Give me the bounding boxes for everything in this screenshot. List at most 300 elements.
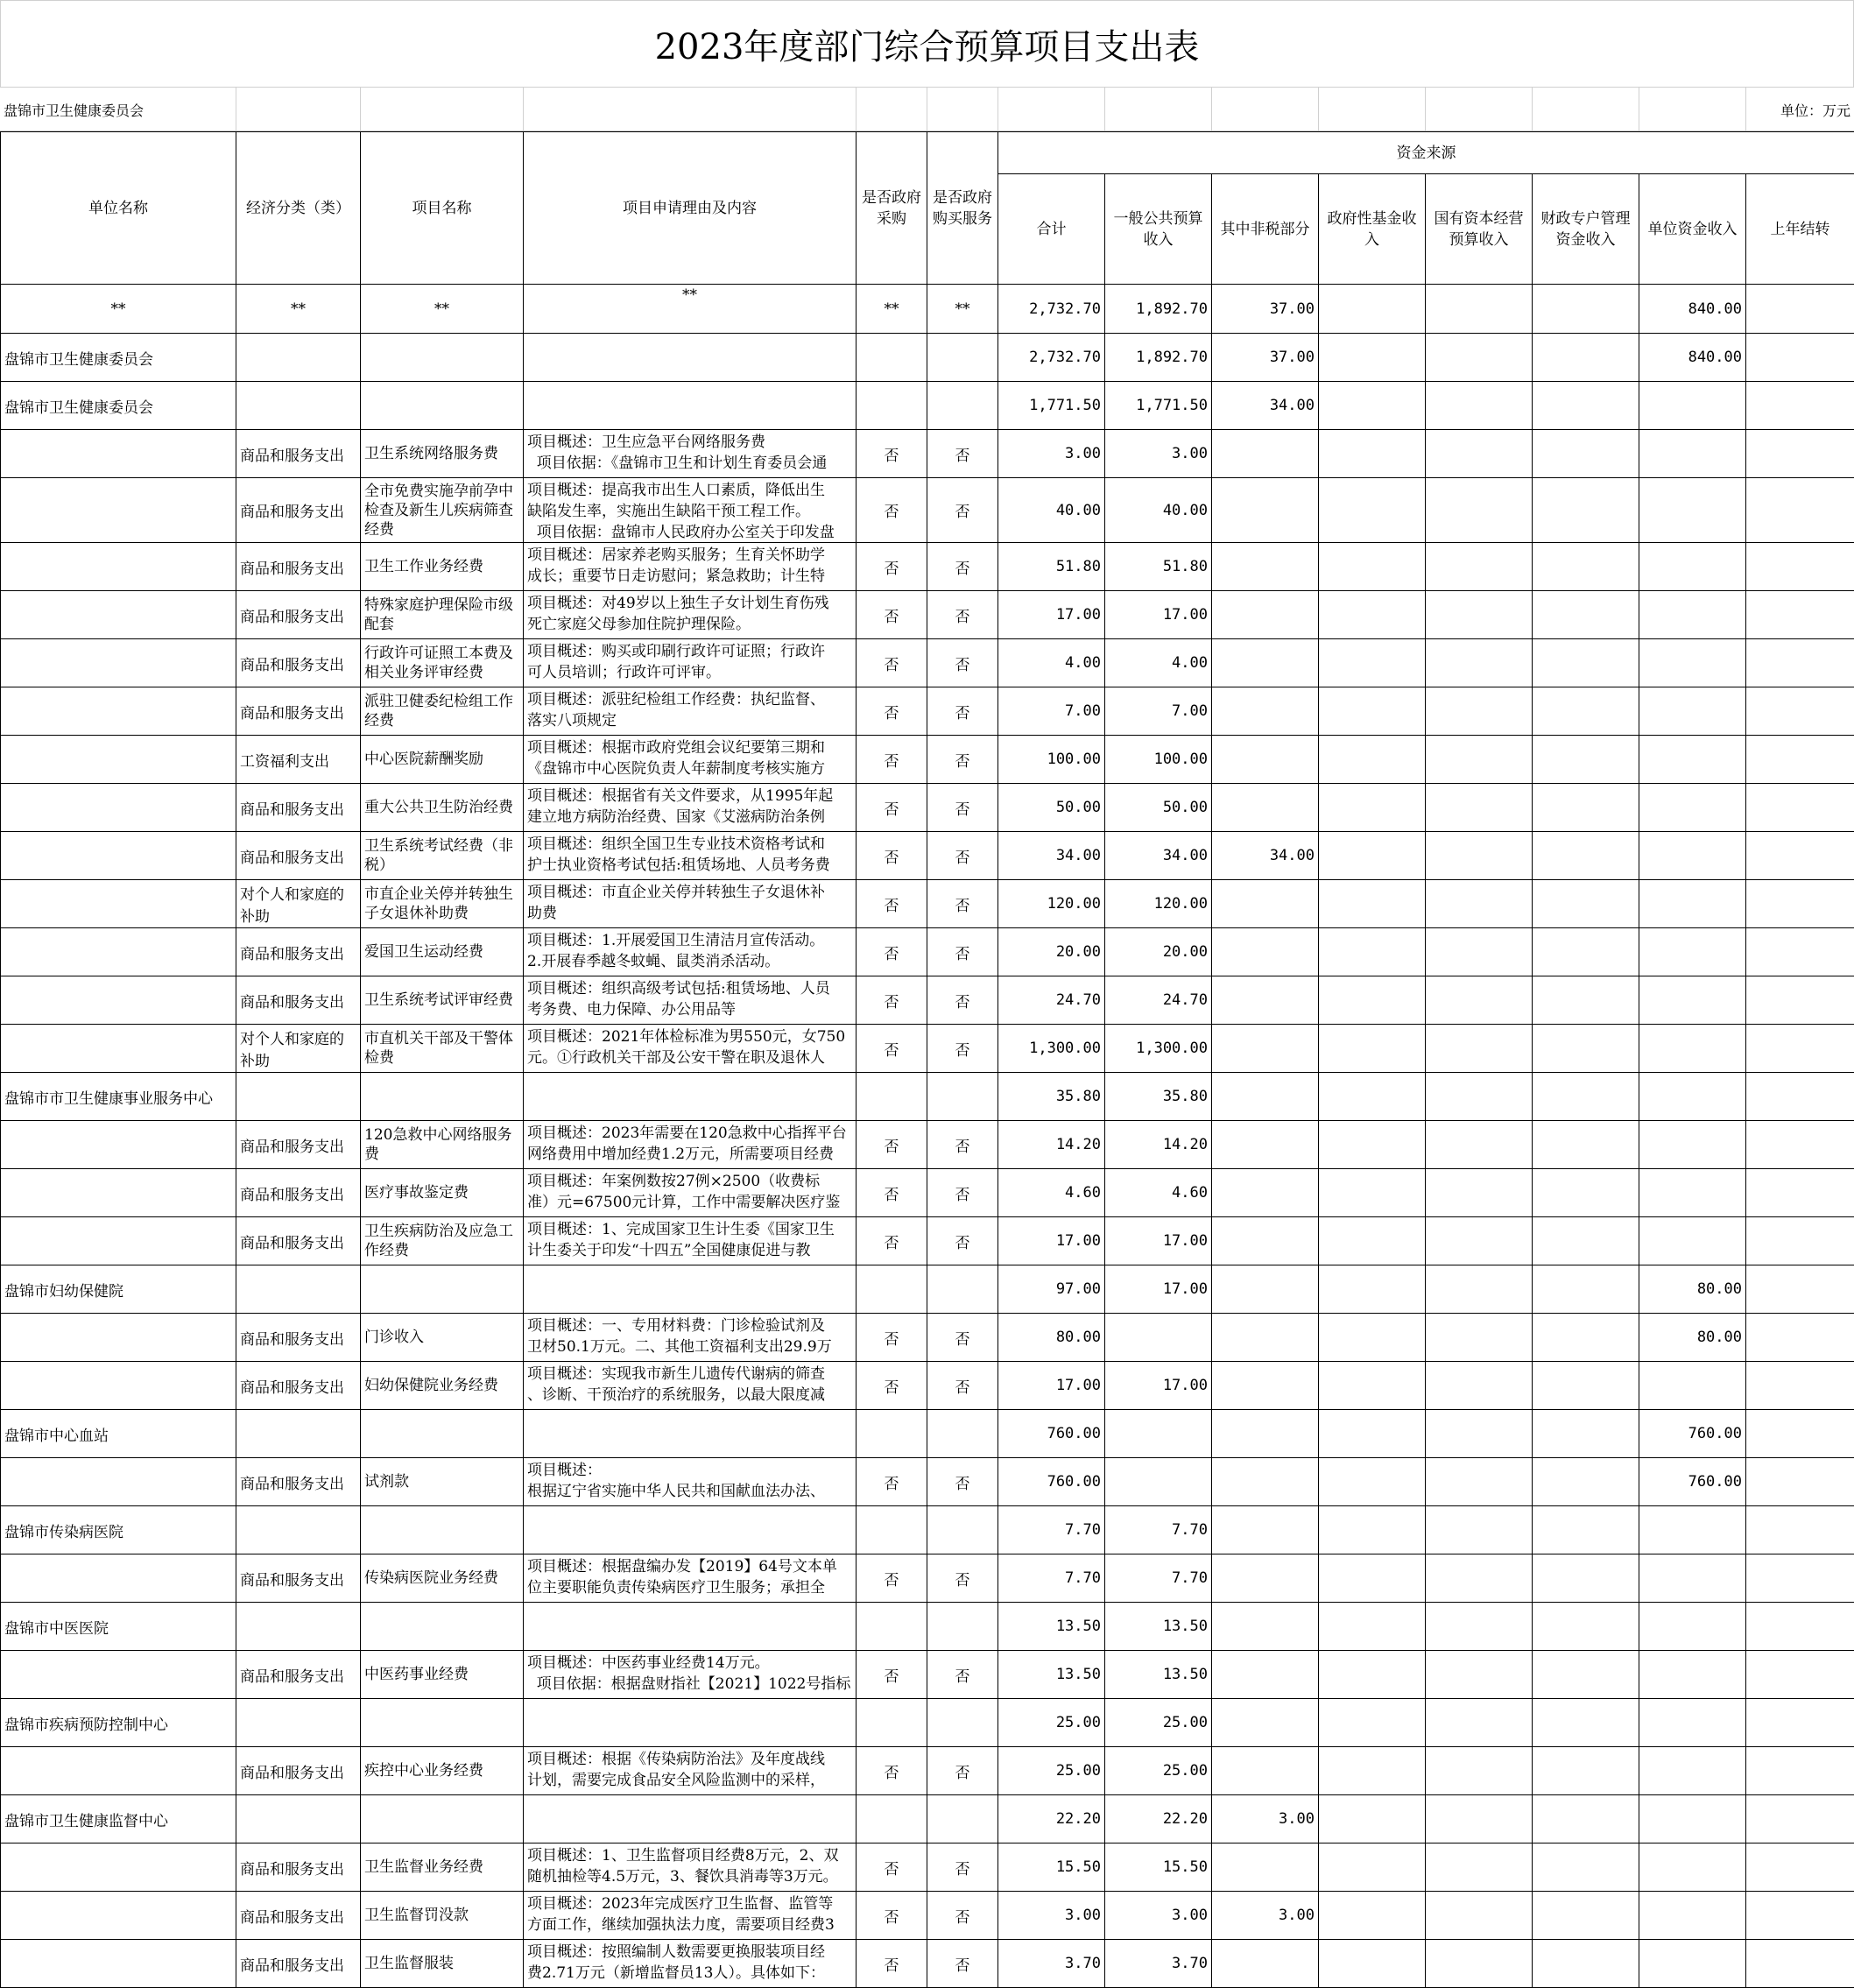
cell-unitinc: [1639, 1121, 1746, 1169]
desc-line: 项目概述：根据省有关文件要求，从1995年起: [527, 786, 852, 807]
cell-govfund: [1319, 1217, 1426, 1265]
cell-govfund: [1319, 1265, 1426, 1314]
table-row: [1, 1458, 1854, 1506]
cell-gov-procure: [857, 1410, 927, 1458]
cell-gov-procure: 否: [857, 1314, 927, 1362]
cell-gov-service: 否: [927, 430, 998, 478]
cell-govfund: [1319, 1940, 1426, 1988]
cell-nontax: 37.00: [1212, 285, 1319, 334]
table-row: [1, 591, 1854, 639]
cell-gov-procure: 否: [857, 687, 927, 736]
desc-line: 项目概述：年案例数按27例×2500（收费标: [527, 1171, 852, 1192]
header-gov-fund: 政府性基金收入: [1319, 174, 1426, 285]
cell-unit: 盘锦市卫生健康监督中心: [1, 1795, 236, 1843]
cell-desc: [524, 832, 857, 880]
cell-unitinc: 80.00: [1639, 1314, 1746, 1362]
header-project-desc: 项目申请理由及内容: [524, 132, 857, 285]
cell-project-name: 派驻卫健委纪检组工作经费: [361, 687, 524, 736]
cell-carry: [1746, 687, 1854, 736]
cell-econ: 商品和服务支出: [236, 976, 361, 1025]
desc-box: [527, 545, 852, 589]
cell-econ: 商品和服务支出: [236, 687, 361, 736]
cell-project-name: 卫生系统网络服务费: [361, 430, 524, 478]
cell-gov-service: 否: [927, 1121, 998, 1169]
cell-unit: [1, 832, 236, 880]
desc-line: 护士执业资格考试包括:租赁场地、人员考务费: [527, 855, 852, 876]
cell-carry: [1746, 334, 1854, 382]
summary-row: [1, 285, 1854, 334]
table-row: [1, 1747, 1854, 1795]
cell-carry: [1746, 543, 1854, 591]
cell-unitinc: [1639, 687, 1746, 736]
cell-statecap: [1426, 1217, 1533, 1265]
cell-desc: [524, 478, 857, 543]
desc-line: 准）元=67500元计算，工作中需要解决医疗鉴: [527, 1192, 852, 1213]
cell-total: 760.00: [998, 1410, 1105, 1458]
cell-unit: [1, 591, 236, 639]
cell-gov-service: [927, 382, 998, 430]
cell-fiscal: [1533, 928, 1639, 976]
cell-nontax: [1212, 784, 1319, 832]
cell-carry: [1746, 1651, 1854, 1699]
cell-total: 100.00: [998, 736, 1105, 784]
cell-general: 51.80: [1105, 543, 1212, 591]
desc-line: 项目概述：市直企业关停并转独生子女退休补: [527, 882, 852, 903]
cell-carry: [1746, 1747, 1854, 1795]
cell-total: 120.00: [998, 880, 1105, 928]
cell-nontax: [1212, 1217, 1319, 1265]
cell-statecap: [1426, 687, 1533, 736]
cell-general: 15.50: [1105, 1843, 1212, 1892]
cell-nontax: [1212, 1506, 1319, 1554]
cell-general: 17.00: [1105, 1217, 1212, 1265]
cell-unitinc: [1639, 1651, 1746, 1699]
cell-nontax: 3.00: [1212, 1892, 1319, 1940]
desc-line: 2.开展春季越冬蚊蝇、鼠类消杀活动。: [527, 951, 852, 972]
cell-nontax: [1212, 1843, 1319, 1892]
org-row: [1, 1603, 1854, 1651]
cell-econ: [236, 1795, 361, 1843]
cell-desc: [524, 639, 857, 687]
cell-gov-procure: 否: [857, 543, 927, 591]
cell-unit: [1, 880, 236, 928]
cell-gov-procure: 否: [857, 784, 927, 832]
desc-box: [527, 689, 852, 734]
cell-desc: [524, 1314, 857, 1362]
cell-statecap: [1426, 976, 1533, 1025]
cell-gov-service: 否: [927, 591, 998, 639]
cell-gov-service: [927, 334, 998, 382]
cell-gov-service: 否: [927, 1843, 998, 1892]
cell-gov-procure: 否: [857, 478, 927, 543]
cell-gov-service: 否: [927, 1940, 998, 1988]
cell-gov-procure: **: [857, 285, 927, 334]
cell-general: 34.00: [1105, 832, 1212, 880]
cell-nontax: [1212, 880, 1319, 928]
cell-project-name: 行政许可证照工本费及相关业务评审经费: [361, 639, 524, 687]
cell-project-name: 卫生系统考试评审经费: [361, 976, 524, 1025]
cell-general: 25.00: [1105, 1699, 1212, 1747]
cell-fiscal: [1533, 1747, 1639, 1795]
cell-carry: [1746, 1554, 1854, 1603]
cell-statecap: [1426, 1699, 1533, 1747]
cell-carry: [1746, 1025, 1854, 1073]
desc-line: 方面工作，继续加强执法力度，需要项目经费3: [527, 1914, 852, 1935]
cell-unit: [1, 1025, 236, 1073]
cell-nontax: [1212, 478, 1319, 543]
cell-unit: [1, 1554, 236, 1603]
cell-unit: [1, 1169, 236, 1217]
cell-desc: [524, 1217, 857, 1265]
cell-nontax: 3.00: [1212, 1795, 1319, 1843]
desc-line: 项目概述：根据《传染病防治法》及年度战线: [527, 1749, 852, 1770]
cell-statecap: [1426, 1169, 1533, 1217]
desc-line: 项目概述：1、完成国家卫生计生委《国家卫生: [527, 1219, 852, 1240]
cell-statecap: [1426, 430, 1533, 478]
cell-general: 13.50: [1105, 1603, 1212, 1651]
cell-unit: [1, 1843, 236, 1892]
cell-desc: [524, 1025, 857, 1073]
cell-desc: [524, 1940, 857, 1988]
cell-total: 17.00: [998, 1362, 1105, 1410]
org-name: 盘锦市卫生健康委员会: [4, 100, 144, 120]
desc-line: 项目概述：一、专用材料费：门诊检验试剂及: [527, 1315, 852, 1336]
cell-general: 1,300.00: [1105, 1025, 1212, 1073]
cell-govfund: [1319, 430, 1426, 478]
header-project-name: 项目名称: [361, 132, 524, 285]
desc-line: 项目概述：组织全国卫生专业技术资格考试和: [527, 834, 852, 855]
cell-fiscal: [1533, 1940, 1639, 1988]
cell-total: 80.00: [998, 1314, 1105, 1362]
cell-unit: [1, 430, 236, 478]
cell-econ: [236, 1265, 361, 1314]
table-row: [1, 832, 1854, 880]
cell-nontax: 34.00: [1212, 832, 1319, 880]
desc-box: [527, 286, 852, 332]
cell-carry: [1746, 1892, 1854, 1940]
cell-fiscal: [1533, 382, 1639, 430]
cell-desc: [524, 976, 857, 1025]
cell-econ: 商品和服务支出: [236, 784, 361, 832]
cell-nontax: [1212, 543, 1319, 591]
cell-nontax: [1212, 1747, 1319, 1795]
cell-desc: [524, 1554, 857, 1603]
cell-fiscal: [1533, 1843, 1639, 1892]
cell-unit: [1, 928, 236, 976]
cell-nontax: [1212, 591, 1319, 639]
table-row: [1, 1362, 1854, 1410]
cell-desc: [524, 928, 857, 976]
desc-line: 项目概述：实现我市新生儿遗传代谢病的筛查: [527, 1364, 852, 1385]
desc-line: 元。①行政机关干部及公安干警在职及退休人: [527, 1047, 852, 1068]
desc-line: 《盘锦市中心医院负责人年薪制度考核实施方: [527, 758, 852, 779]
cell-total: 35.80: [998, 1073, 1105, 1121]
cell-unit: [1, 1217, 236, 1265]
desc-line: 死亡家庭父母参加住院护理保险。: [527, 614, 852, 635]
desc-line: 项目概述：中医药事业经费14万元。: [527, 1653, 852, 1674]
cell-general: 3.70: [1105, 1940, 1212, 1988]
cell-fiscal: [1533, 1362, 1639, 1410]
cell-gov-service: 否: [927, 880, 998, 928]
cell-fiscal: [1533, 1265, 1639, 1314]
cell-project-name: 传染病医院业务经费: [361, 1554, 524, 1603]
cell-unit: [1, 639, 236, 687]
cell-total: 7.70: [998, 1554, 1105, 1603]
cell-fiscal: [1533, 736, 1639, 784]
desc-box: [527, 1556, 852, 1601]
cell-desc: [524, 430, 857, 478]
desc-box: [527, 1749, 852, 1794]
cell-statecap: [1426, 285, 1533, 334]
cell-gov-procure: [857, 1506, 927, 1554]
cell-gov-procure: 否: [857, 639, 927, 687]
cell-unitinc: [1639, 1217, 1746, 1265]
cell-fiscal: [1533, 880, 1639, 928]
cell-govfund: [1319, 687, 1426, 736]
cell-total: 17.00: [998, 1217, 1105, 1265]
cell-general: 1,771.50: [1105, 382, 1212, 430]
cell-gov-procure: 否: [857, 1121, 927, 1169]
cell-nontax: [1212, 736, 1319, 784]
cell-unit: [1, 543, 236, 591]
cell-unit: [1, 1314, 236, 1362]
desc-line: **: [527, 286, 852, 304]
cell-general: 7.70: [1105, 1506, 1212, 1554]
cell-carry: [1746, 1265, 1854, 1314]
table-row: [1, 880, 1854, 928]
cell-gov-service: 否: [927, 1362, 998, 1410]
cell-fiscal: [1533, 1314, 1639, 1362]
cell-total: 25.00: [998, 1699, 1105, 1747]
cell-unitinc: [1639, 591, 1746, 639]
cell-unitinc: [1639, 639, 1746, 687]
cell-nontax: [1212, 1169, 1319, 1217]
cell-total: 22.20: [998, 1795, 1105, 1843]
cell-general: 17.00: [1105, 591, 1212, 639]
cell-nontax: 37.00: [1212, 334, 1319, 382]
cell-gov-procure: [857, 1073, 927, 1121]
cell-carry: [1746, 1410, 1854, 1458]
cell-nontax: [1212, 1362, 1319, 1410]
cell-nontax: [1212, 1603, 1319, 1651]
cell-unitinc: [1639, 543, 1746, 591]
desc-box: [527, 930, 852, 975]
cell-general: 24.70: [1105, 976, 1212, 1025]
cell-total: 3.70: [998, 1940, 1105, 1988]
cell-unit: [1, 1747, 236, 1795]
cell-gov-service: [927, 1699, 998, 1747]
cell-nontax: [1212, 928, 1319, 976]
cell-total: 15.50: [998, 1843, 1105, 1892]
cell-total: 13.50: [998, 1651, 1105, 1699]
cell-gov-service: 否: [927, 1169, 998, 1217]
cell-general: 7.00: [1105, 687, 1212, 736]
desc-box: [527, 1171, 852, 1216]
cell-project-name: 试剂款: [361, 1458, 524, 1506]
desc-line: 卫材50.1万元。二、其他工资福利支出29.9万: [527, 1336, 852, 1357]
cell-project-name: 市直机关干部及干警体检费: [361, 1025, 524, 1073]
cell-general: 35.80: [1105, 1073, 1212, 1121]
cell-fiscal: [1533, 285, 1639, 334]
cell-project-name: 卫生监督服装: [361, 1940, 524, 1988]
cell-desc: [524, 1458, 857, 1506]
cell-govfund: [1319, 1506, 1426, 1554]
cell-desc: [524, 1362, 857, 1410]
cell-total: 97.00: [998, 1265, 1105, 1314]
header-fund-source: 资金来源: [998, 132, 1854, 174]
cell-unit: 盘锦市市卫生健康事业服务中心: [1, 1073, 236, 1121]
cell-govfund: [1319, 928, 1426, 976]
desc-line: 考务费、电力保障、办公用品等: [527, 999, 852, 1020]
desc-line: 项目概述：购买或印刷行政许可证照；行政许: [527, 641, 852, 662]
cell-unit: **: [1, 285, 236, 334]
cell-nontax: [1212, 976, 1319, 1025]
cell-unitinc: [1639, 1506, 1746, 1554]
cell-desc: [524, 1265, 857, 1314]
cell-carry: [1746, 784, 1854, 832]
meta-bar: [0, 88, 1854, 131]
cell-general: 14.20: [1105, 1121, 1212, 1169]
cell-unit: 盘锦市传染病医院: [1, 1506, 236, 1554]
cell-carry: [1746, 1073, 1854, 1121]
cell-total: 51.80: [998, 543, 1105, 591]
cell-total: 2,732.70: [998, 285, 1105, 334]
cell-statecap: [1426, 1458, 1533, 1506]
cell-carry: [1746, 1699, 1854, 1747]
cell-unitinc: 760.00: [1639, 1410, 1746, 1458]
cell-project-name: [361, 1795, 524, 1843]
cell-desc: [524, 334, 857, 382]
cell-statecap: [1426, 1265, 1533, 1314]
cell-gov-service: 否: [927, 784, 998, 832]
cell-fiscal: [1533, 1603, 1639, 1651]
cell-gov-procure: [857, 1795, 927, 1843]
cell-unitinc: [1639, 880, 1746, 928]
cell-econ: 商品和服务支出: [236, 1651, 361, 1699]
cell-statecap: [1426, 1747, 1533, 1795]
cell-general: 100.00: [1105, 736, 1212, 784]
cell-desc: [524, 1699, 857, 1747]
desc-line: 项目概述：卫生应急平台网络服务费: [527, 432, 852, 453]
cell-fiscal: [1533, 976, 1639, 1025]
cell-general: 1,892.70: [1105, 285, 1212, 334]
cell-statecap: [1426, 1362, 1533, 1410]
desc-line: 费2.71万元（新增监督员13人）。具体如下：: [527, 1963, 852, 1984]
cell-gov-service: 否: [927, 639, 998, 687]
header-unit-name: 单位名称: [1, 132, 236, 285]
cell-unit: 盘锦市妇幼保健院: [1, 1265, 236, 1314]
cell-gov-procure: 否: [857, 1217, 927, 1265]
table-row: [1, 478, 1854, 543]
cell-econ: 商品和服务支出: [236, 1169, 361, 1217]
cell-econ: 工资福利支出: [236, 736, 361, 784]
cell-gov-procure: 否: [857, 1458, 927, 1506]
cell-general: 50.00: [1105, 784, 1212, 832]
cell-unit: [1, 478, 236, 543]
desc-box: [527, 1653, 852, 1697]
cell-gov-procure: 否: [857, 736, 927, 784]
cell-gov-service: [927, 1795, 998, 1843]
cell-unitinc: 760.00: [1639, 1458, 1746, 1506]
cell-nontax: [1212, 1073, 1319, 1121]
cell-govfund: [1319, 1025, 1426, 1073]
cell-carry: [1746, 1314, 1854, 1362]
cell-statecap: [1426, 382, 1533, 430]
org-row: [1, 1410, 1854, 1458]
cell-general: 7.70: [1105, 1554, 1212, 1603]
cell-general: 3.00: [1105, 430, 1212, 478]
table-row: [1, 1554, 1854, 1603]
desc-box: [527, 882, 852, 927]
cell-statecap: [1426, 334, 1533, 382]
cell-nontax: [1212, 1458, 1319, 1506]
desc-box: [527, 1219, 852, 1264]
cell-total: 13.50: [998, 1603, 1105, 1651]
desc-line: 根据辽宁省实施中华人民共和国献血法办法、: [527, 1481, 852, 1502]
cell-project-name: 爱国卫生运动经费: [361, 928, 524, 976]
cell-carry: [1746, 1217, 1854, 1265]
cell-statecap: [1426, 880, 1533, 928]
org-row: [1, 1073, 1854, 1121]
cell-carry: [1746, 1362, 1854, 1410]
cell-project-name: 卫生监督罚没款: [361, 1892, 524, 1940]
table-row: [1, 639, 1854, 687]
cell-econ: 商品和服务支出: [236, 832, 361, 880]
cell-general: 40.00: [1105, 478, 1212, 543]
cell-govfund: [1319, 976, 1426, 1025]
cell-statecap: [1426, 1025, 1533, 1073]
cell-general: 4.60: [1105, 1169, 1212, 1217]
cell-gov-procure: [857, 382, 927, 430]
cell-gov-service: 否: [927, 478, 998, 543]
cell-general: 25.00: [1105, 1747, 1212, 1795]
table-row: [1, 784, 1854, 832]
table-row: [1, 736, 1854, 784]
cell-unit: [1, 784, 236, 832]
cell-project-name: 医疗事故鉴定费: [361, 1169, 524, 1217]
cell-govfund: [1319, 1121, 1426, 1169]
cell-total: 17.00: [998, 591, 1105, 639]
cell-econ: 商品和服务支出: [236, 1747, 361, 1795]
cell-govfund: [1319, 784, 1426, 832]
cell-general: [1105, 1314, 1212, 1362]
desc-line: 项目概述：居家养老购买服务；生育关怀助学: [527, 545, 852, 566]
cell-desc: [524, 591, 857, 639]
cell-govfund: [1319, 1843, 1426, 1892]
cell-fiscal: [1533, 1554, 1639, 1603]
cell-econ: [236, 382, 361, 430]
cell-unit: [1, 1892, 236, 1940]
header-general-budget: 一般公共预算收入: [1105, 174, 1212, 285]
cell-fiscal: [1533, 430, 1639, 478]
cell-fiscal: [1533, 1169, 1639, 1217]
cell-carry: [1746, 832, 1854, 880]
cell-gov-service: 否: [927, 832, 998, 880]
desc-box: [527, 978, 852, 1023]
cell-statecap: [1426, 1892, 1533, 1940]
cell-govfund: [1319, 1892, 1426, 1940]
cell-general: [1105, 1410, 1212, 1458]
cell-project-name: 门诊收入: [361, 1314, 524, 1362]
cell-desc: [524, 880, 857, 928]
desc-box: [527, 1315, 852, 1360]
desc-line: 项目概述：根据盘编办发【2019】64号文本单: [527, 1556, 852, 1577]
desc-line: 项目依据：《盘锦市卫生和计划生育委员会通: [527, 453, 852, 474]
desc-box: [527, 834, 852, 878]
cell-statecap: [1426, 928, 1533, 976]
desc-line: 项目概述：按照编制人数需要更换服装项目经: [527, 1942, 852, 1963]
cell-gov-procure: 否: [857, 430, 927, 478]
